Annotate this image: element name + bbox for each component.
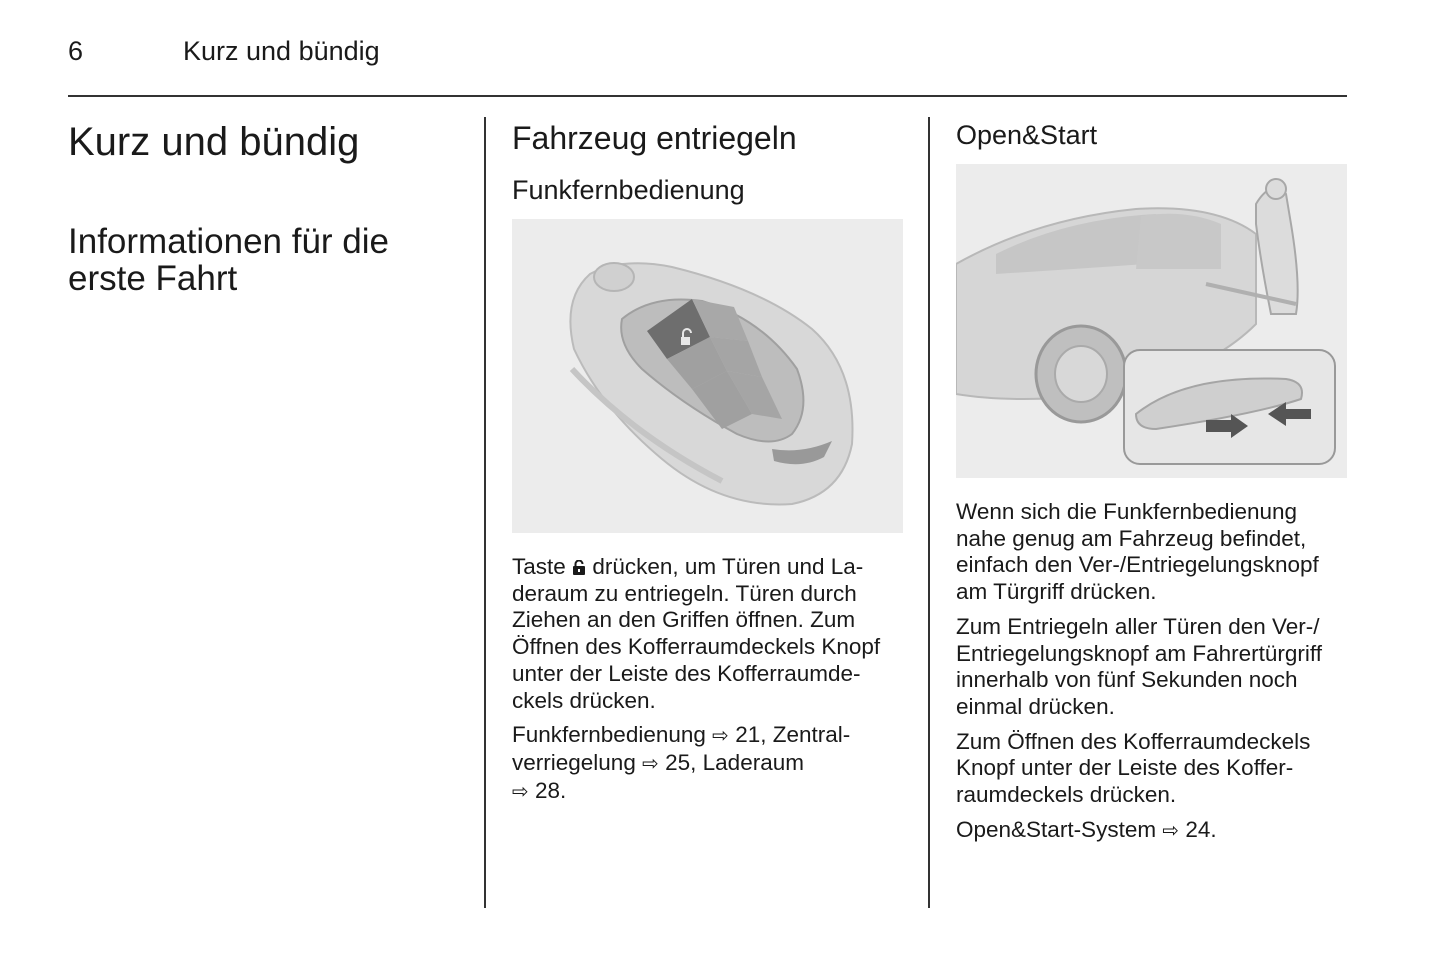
paragraph: Wenn sich die Funkfernbedienung nahe genug am Fahrzeug befindet, einfach den Ver-/Entriegelungsknopf am Türgriff drücken. xyxy=(956,499,1319,605)
unlock-icon xyxy=(572,560,586,575)
link-central-locking[interactable]: verriegelung xyxy=(512,749,636,775)
subsection-title: Funkfernbedienung xyxy=(512,175,745,205)
cross-references: Open&Start-System ⇨ 24. xyxy=(956,816,1217,842)
column-divider xyxy=(484,117,486,908)
column-divider xyxy=(928,117,930,908)
header-divider xyxy=(68,95,1347,97)
key-fob-illustration xyxy=(512,219,903,533)
paragraph: Taste drücken, um Türen und La- deraum zu entriegeln. Türen durch Ziehen an den Griffen öffnen. Zum Öffnen des Kofferraumdeckels Knopf unter der Leiste des Kofferraumde- ckels drücken. xyxy=(512,554,881,713)
arrow-right-icon: ⇨ xyxy=(512,780,529,803)
section-title: Fahrzeug entriegeln xyxy=(512,120,797,156)
paragraph: Zum Entriegeln aller Türen den Ver-/ Entriegelungsknopf am Fahrertürgriff innerhalb von fünf Sekunden noch einmal drücken. xyxy=(956,613,1323,719)
paragraph: Zum Öffnen des Kofferraumdeckels Knopf unter der Leiste des Koffer- raumdeckels drücken. xyxy=(956,728,1311,808)
arrow-right-icon: ⇨ xyxy=(642,752,659,775)
page-number: 6 xyxy=(68,36,84,66)
running-title: Kurz und bündig xyxy=(183,36,380,66)
link-open-start[interactable]: Open&Start-System xyxy=(956,816,1157,842)
section-title: Informationen für die erste Fahrt xyxy=(68,222,390,298)
arrow-right-icon: ⇨ xyxy=(712,725,729,748)
link-remote[interactable]: Funkfernbedienung xyxy=(512,722,706,748)
open-start-instructions xyxy=(956,499,1351,852)
unlock-instructions xyxy=(512,554,907,813)
arrow-right-icon: ⇨ xyxy=(1162,819,1180,842)
chapter-title: Kurz und bündig xyxy=(68,120,360,164)
subsection-title: Open&Start xyxy=(956,120,1098,150)
open-start-illustration xyxy=(956,164,1347,478)
cross-references: Funkfernbedienung ⇨ 21, Zentral- verriegelung ⇨ 25, Laderaum ⇨ 28. xyxy=(512,722,851,803)
